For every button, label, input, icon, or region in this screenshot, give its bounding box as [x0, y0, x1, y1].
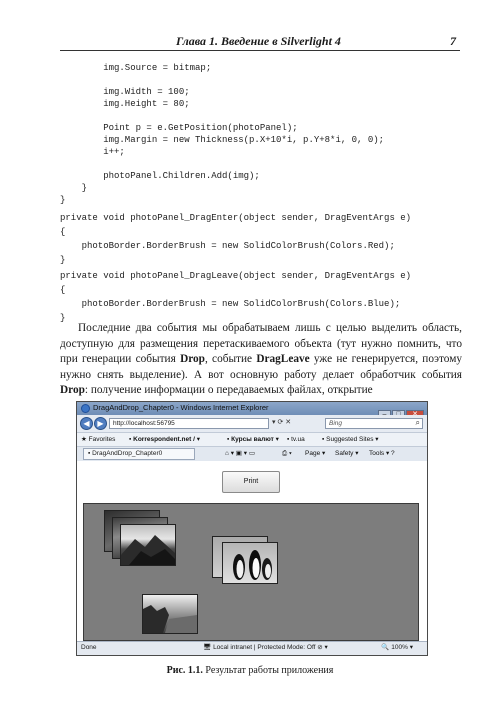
- code-line: }: [60, 195, 66, 205]
- code-line: {: [60, 227, 66, 237]
- forward-icon[interactable]: ▶: [94, 417, 107, 430]
- code-line: i++;: [60, 147, 125, 157]
- photo-thumbnail[interactable]: [120, 524, 176, 566]
- paragraph-text: : получение информации о передаваемых файлах, открытие: [84, 384, 373, 396]
- address-bar-row: [77, 415, 427, 432]
- window-titlebar: [77, 402, 427, 415]
- code-line: img.Source = bitmap;: [60, 63, 212, 73]
- home-icon[interactable]: ⌂ ▾ ▣ ▾ ▭: [225, 450, 255, 457]
- tools-menu[interactable]: Tools ▾ ?: [369, 450, 395, 457]
- favorite-link[interactable]: ▪ Курсы валют ▾: [227, 436, 279, 443]
- browser-screenshot: [76, 401, 428, 656]
- paragraph-text: Последние два события мы обрабатываем лишь с целью выделить область, доступную для размещения перетаскиваемого объекта (тут нужно помнить, что при генерации события: [60, 322, 462, 365]
- body-paragraph: [60, 321, 462, 399]
- favorite-link[interactable]: ▪ Korrespondent.net / ▾: [129, 436, 200, 443]
- caption-label: Рис. 1.1.: [166, 665, 203, 676]
- favorite-link[interactable]: ▪ tv.ua: [287, 436, 305, 443]
- search-icon[interactable]: ⌕: [415, 418, 420, 427]
- paragraph-term: Drop: [180, 353, 205, 365]
- paragraph-text: , событие: [204, 353, 257, 365]
- zoom-level[interactable]: 🔍 100% ▾: [381, 644, 413, 651]
- security-zone: 🖥 Local intranet | Protected Mode: Off ⊘ ▾: [203, 644, 328, 651]
- cliff-landscape-icon: [143, 595, 197, 633]
- search-input[interactable]: [325, 418, 423, 429]
- code-line: }: [60, 313, 66, 323]
- code-line: photoPanel.Children.Add(img);: [60, 171, 260, 181]
- address-input[interactable]: http://localhost:56795: [109, 418, 269, 429]
- code-line: img.Width = 100;: [60, 87, 190, 97]
- search-placeholder: Bing: [329, 420, 343, 427]
- paragraph-term: DragLeave: [256, 353, 310, 365]
- back-icon[interactable]: ◀: [80, 417, 93, 430]
- code-line: Point p = e.GetPosition(photoPanel);: [60, 123, 298, 133]
- paragraph-text: уже не генерируется, поэтому нужно снять выделение). А вот основную работу делает обработчик события: [60, 353, 462, 381]
- status-text: Done: [81, 644, 97, 651]
- favorites-button[interactable]: ★ Favorites: [81, 436, 116, 443]
- tab-command-bar: [77, 446, 427, 461]
- favorites-bar: [77, 432, 427, 446]
- status-bar: [77, 641, 427, 655]
- code-line: img.Height = 80;: [60, 99, 190, 109]
- photo-panel[interactable]: [83, 503, 419, 641]
- figure-caption: [0, 665, 500, 676]
- page-content: [77, 461, 427, 643]
- code-line: photoBorder.BorderBrush = new SolidColorBrush(Colors.Blue);: [60, 299, 401, 309]
- photo-thumbnail[interactable]: [142, 594, 198, 634]
- code-line: private void photoPanel_DragEnter(object sender, DragEventArgs e): [60, 213, 412, 223]
- window-title: DragAndDrop_Chapter0 - Windows Internet Explorer: [93, 403, 269, 412]
- header-rule: [60, 50, 460, 51]
- page-header: [60, 34, 460, 50]
- caption-text: Результат работы приложения: [205, 665, 334, 676]
- page-number: 7: [450, 34, 456, 48]
- page-menu[interactable]: Page ▾: [305, 450, 326, 457]
- code-line: {: [60, 285, 66, 295]
- print-button[interactable]: Print: [222, 471, 280, 493]
- safety-menu[interactable]: Safety ▾: [335, 450, 359, 457]
- favorite-link[interactable]: ▪ Suggested Sites ▾: [322, 436, 379, 443]
- code-line: }: [60, 255, 66, 265]
- code-line: photoBorder.BorderBrush = new SolidColorBrush(Colors.Red);: [60, 241, 395, 251]
- print-icon[interactable]: ⎙ ▾: [282, 450, 292, 457]
- photo-thumbnail[interactable]: [222, 542, 278, 584]
- paragraph-term: Drop: [60, 384, 85, 396]
- window-controls: [377, 403, 424, 413]
- code-line: private void photoPanel_DragLeave(object sender, DragEventArgs e): [60, 271, 412, 281]
- refresh-stop-icons[interactable]: ▾ ⟳ ✕: [272, 419, 292, 426]
- tab-current[interactable]: ▪ DragAndDrop_Chapter0: [83, 448, 195, 460]
- mountain-landscape-icon: [121, 525, 175, 565]
- code-line: img.Margin = new Thickness(p.X+10*i, p.Y+8*i, 0, 0);: [60, 135, 385, 145]
- code-line: }: [60, 183, 88, 193]
- ie-logo-icon: [81, 404, 90, 413]
- penguins-icon: [223, 543, 277, 583]
- chapter-title: Глава 1. Введение в Silverlight 4: [176, 34, 341, 48]
